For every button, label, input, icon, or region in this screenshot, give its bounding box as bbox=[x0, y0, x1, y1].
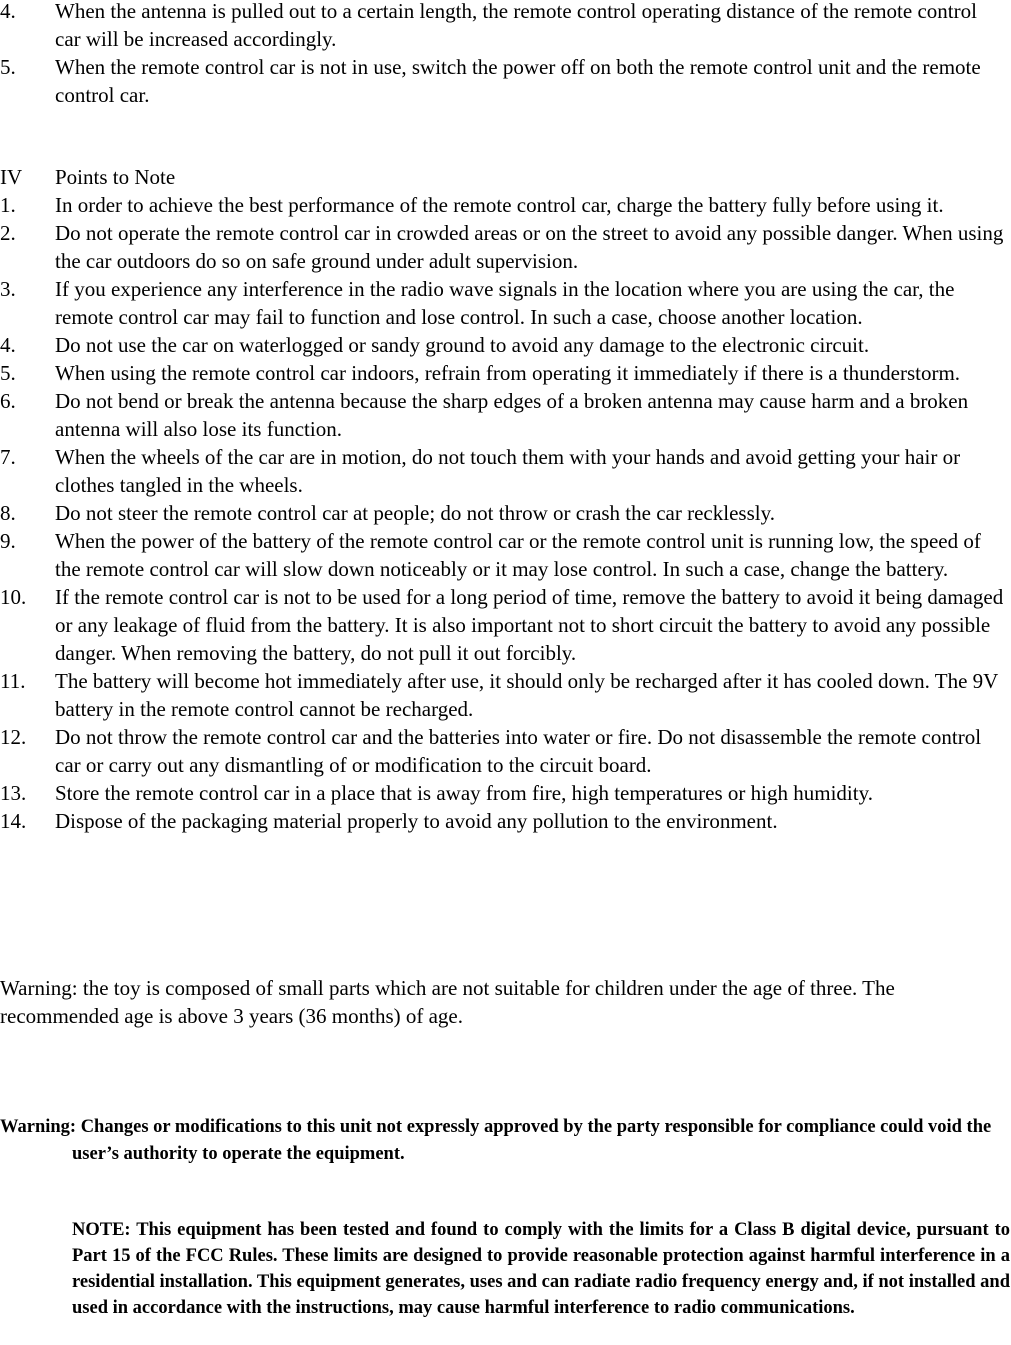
list-item bbox=[0, 387, 1011, 443]
list-item bbox=[0, 723, 1011, 779]
list-item bbox=[0, 667, 1011, 723]
age-warning-paragraph: Warning: the toy is composed of small parts which are not suitable for children under the age of three. The recommended age is above 3 years (36 months) of age. bbox=[0, 976, 895, 1028]
item-text: Store the remote control car in a place that is away from fire, high temperatures or high humidity. bbox=[55, 781, 873, 805]
list-item bbox=[0, 191, 1011, 219]
item-number: 5. bbox=[0, 55, 16, 79]
item-number: 3. bbox=[0, 277, 16, 301]
item-number: 13. bbox=[0, 781, 27, 805]
item-text: If the remote control car is not to be used for a long period of time, remove the battery to avoid it being damaged or any leakage of fluid from the battery. It is also important not to short circuit the battery to avoid any possible danger. When removing the battery, do not pull it out forcibly. bbox=[55, 585, 1004, 665]
item-number: 10. bbox=[0, 585, 27, 609]
item-text: Do not throw the remote control car and the batteries into water or fire. Do not disassemble the remote control car or carry out any dismantling of or modification to the circuit board. bbox=[55, 725, 982, 777]
list-item bbox=[0, 443, 1011, 499]
list-item bbox=[0, 359, 1011, 387]
list-item bbox=[0, 807, 1011, 835]
list-item bbox=[0, 53, 1011, 109]
points-to-note-list bbox=[0, 191, 1011, 835]
item-number: 8. bbox=[0, 501, 16, 525]
item-text: When using the remote control car indoors, refrain from operating it immediately if there is a thunderstorm. bbox=[55, 361, 961, 385]
list-item bbox=[0, 331, 1011, 359]
list-item bbox=[0, 779, 1011, 807]
section-heading bbox=[0, 163, 175, 191]
item-text: When the remote control car is not in use, switch the power off on both the remote control unit and the remote control car. bbox=[55, 55, 981, 107]
item-number: 4. bbox=[0, 0, 16, 23]
fcc-warning-paragraph: Warning: Changes or modifications to this unit not expressly approved by the party responsible for compliance could void the user’s authority to operate the equipment. bbox=[0, 1117, 992, 1164]
fcc-note-paragraph: NOTE: This equipment has been tested and found to comply with the limits for a Class B digital device, pursuant to Part 15 of the FCC Rules. These limits are designed to provide reasonable protection against harmful interference in a residential installation. This equipment generates, uses and can radiate radio frequency energy and, if not installed and used in accordance with the instructions, may cause harmful interference to radio communications. bbox=[72, 1220, 1010, 1318]
list-item bbox=[0, 275, 1011, 331]
section-number: IV bbox=[0, 165, 23, 189]
item-number: 2. bbox=[0, 221, 16, 245]
item-text: Do not operate the remote control car in crowded areas or on the street to avoid any possible danger. When using the car outdoors do so on safe ground under adult supervision. bbox=[55, 221, 1004, 273]
item-text: When the wheels of the car are in motion, do not touch them with your hands and avoid getting your hair or clothes tangled in the wheels. bbox=[55, 445, 961, 497]
item-text: When the antenna is pulled out to a certain length, the remote control operating distance of the remote control car will be increased accordingly. bbox=[55, 0, 977, 51]
list-item bbox=[0, 219, 1011, 275]
section-title: Points to Note bbox=[55, 165, 176, 189]
item-number: 9. bbox=[0, 529, 16, 553]
item-number: 4. bbox=[0, 333, 16, 357]
item-number: 7. bbox=[0, 445, 16, 469]
item-text: Do not use the car on waterlogged or sandy ground to avoid any damage to the electronic circuit. bbox=[55, 333, 870, 357]
item-number: 5. bbox=[0, 361, 16, 385]
item-text: Dispose of the packaging material properly to avoid any pollution to the environment. bbox=[55, 809, 778, 833]
item-text: The battery will become hot immediately after use, it should only be recharged after it has cooled down. The 9V battery in the remote control cannot be recharged. bbox=[55, 669, 998, 721]
item-number: 6. bbox=[0, 389, 16, 413]
item-text: In order to achieve the best performance of the remote control car, charge the battery fully before using it. bbox=[55, 193, 944, 217]
item-text: Do not steer the remote control car at people; do not throw or crash the car recklessly. bbox=[55, 501, 775, 525]
list-item bbox=[0, 527, 1011, 583]
item-number: 14. bbox=[0, 809, 27, 833]
list-item bbox=[0, 583, 1011, 667]
item-number: 11. bbox=[0, 669, 26, 693]
item-number: 1. bbox=[0, 193, 16, 217]
operation-steps-list bbox=[0, 0, 1011, 109]
item-text: When the power of the battery of the remote control car or the remote control unit is running low, the speed of the remote control car will slow down noticeably or it may lose control. In such a case, change the battery. bbox=[55, 529, 981, 581]
list-item bbox=[0, 499, 1011, 527]
item-text: Do not bend or break the antenna because the sharp edges of a broken antenna may cause harm and a broken antenna will also lose its function. bbox=[55, 389, 969, 441]
item-text: If you experience any interference in the radio wave signals in the location where you are using the car, the remote control car may fail to function and lose control. In such a case, choose another location. bbox=[55, 277, 955, 329]
item-number: 12. bbox=[0, 725, 27, 749]
list-item bbox=[0, 0, 1011, 53]
